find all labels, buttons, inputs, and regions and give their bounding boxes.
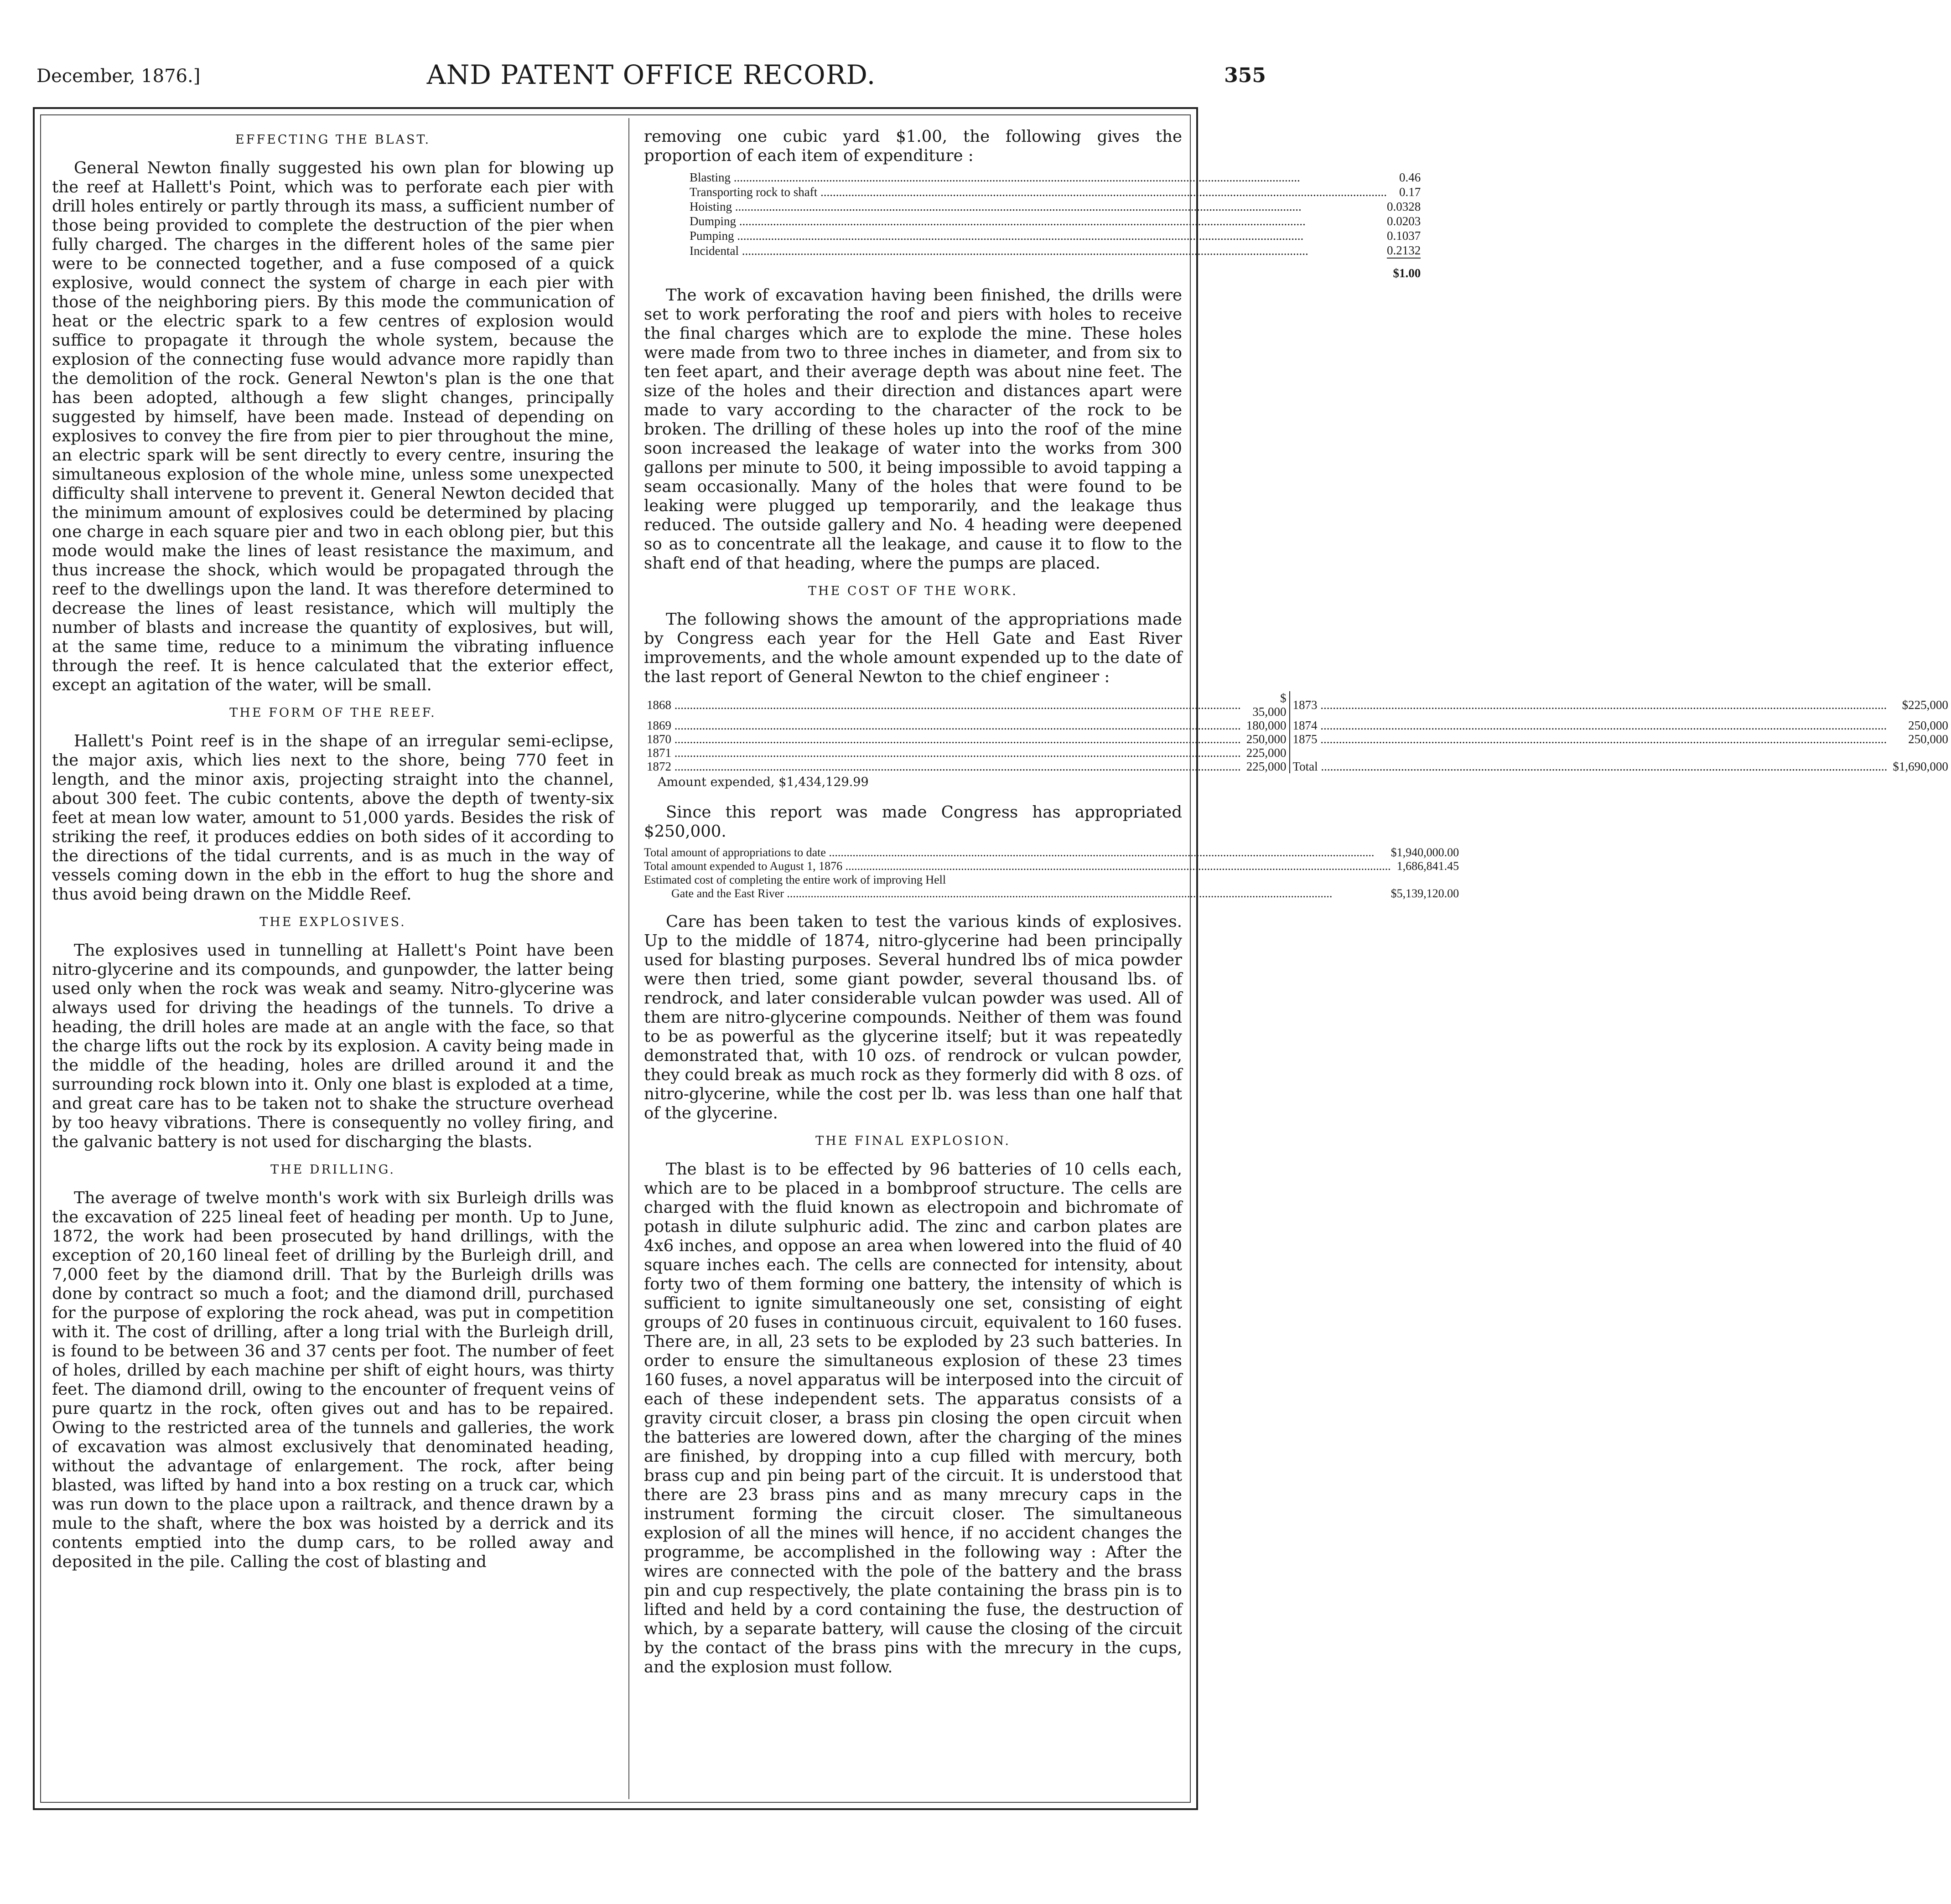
paragraph-final-explosion: The blast is to be effected by 96 batteries of 10 cells each, which are to be placed in a bombproof structure. The cells are charged with the fluid known as electropoin and bichromate of potash in dilute sulphuric adid. The zinc and carbon plates are 4x6 inches, and oppose an area when lowered into the fluid of 40 square inches each. The cells are connected for intensity, about forty two of them forming one battery, the intensity of which is sufficient to ignite simultaneously one set, consisting of eight groups of 20 fuses in continuous circuit, equivalent to 160 fuses. There are, in all, 23 sets to be exploded by 23 such batteries. In order to ensure the simultaneous explosion of these 23 times 160 fuses, a novel apparatus will be interposed into the circuit of each of these independent sets. The apparatus consists of a gravity circuit closer, a brass pin closing the open circuit when the batteries are lowered down, after the charging of the mines are finished, by dropping into a cup filled with mercury, both brass cup and pin being part of the circuit. It is understood that there are 23 brass pins and as many mrecury caps in the instrument forming the circuit closer. The simultaneous explosion of all the mines will hence, if no accident changes the programme, be accomplished in the following way : After the wires are connected with the pole of the battery and the brass pin and cup respectively, the plate containing the brass pin is to lifted and held by a cord containing the fuse, the destruction of which, by a separate battery, will cause the closing of the circuit by the contact of the brass pins with the mrecury in the cups, and the explosion must follow. <box>644 1160 1182 1676</box>
expenditure-table <box>690 170 1421 280</box>
table-row: Pumping ..... 0.1037 <box>690 228 1421 243</box>
heading-form-of-reef: THE FORM OF THE REEF. <box>229 706 436 720</box>
right-column <box>644 127 1948 1790</box>
left-column <box>52 127 614 1790</box>
paragraph-effecting-blast: General Newton finally suggested his own plan for blowing up the reef at Hallett's Point, which was to perforate each pier with drill holes entirely or partly through its mass, a sufficient number of those being provided to complete the destruction of the pier when fully charged. The charges in the different holes of the same pier were to be connected together, and a fuse composed of a quick explosive, would connect the system of charge in each pier with those of the neighboring piers. By this mode the communication of heat or the electric spark to a few centres of explosion would suffice to propagate it through the whole system, because the explosion of the connecting fuse would advance more rapidly than the demolition of the rock. General Newton's plan is the one that has been adopted, although a few slight changes, principally suggested by himself, have been made. Instead of depending on explosives to convey the fire from pier to pier throughout the mine, an electric spark will be sent directly to every centre, insuring the simultaneous explosion of the whole mine, unless some unexpected difficulty shall intervene to prevent it. General Newton decided that the minimum amount of explosives could be determined by placing one charge in each square pier and two in each oblong pier, but this mode would make the lines of least resistance the maximum, and thus increase the shock, which would be propagated through the reef to the dwellings upon the land. It was therefore determined to decrease the lines of least resistance, which will multiply the number of blasts and increase the quantity of explosives, but will, at the same time, reduce to a minimum the vibrating influence through the reef. It is hence calculated that the exterior effect, except an agitation of the water, will be small. <box>52 159 614 694</box>
table-row: Estimated cost of completing the entire work of improving Hell <box>644 873 946 886</box>
table-row: Dumping ..... 0.0203 <box>690 214 1421 228</box>
paragraph-cost-proportion: removing one cubic yard $1.00, the following gives the proportion of each item of expenditure : <box>644 127 1182 165</box>
paragraph-explosives: The explosives used in tunnelling at Hallett's Point have been nitro-glycerine and its compounds, and gunpowder, the latter being used only when the rock was weak and seamy. Nitro-glycerine was always used for driving the headings of the tunnels. To drive a heading, the drill holes are made at an angle with the face, so that the charge lifts out the rock by its explosion. A cavity being made in the middle of the heading, holes are drilled around it and the surrounding rock blown into it. Only one blast is exploded at a time, and great care has to be taken not to shake the structure overhead by too heavy vibrations. There is consequently no volley firing, and the galvanic battery is not used for discharging the blasts. <box>52 941 614 1151</box>
page-number: 355 <box>1224 64 1266 87</box>
table-row: Total amount of appropriations to date ..... $1,940,000.00 <box>644 846 1459 859</box>
table-row: Transporting rock to shaft ..... 0.17 <box>690 185 1421 199</box>
paragraph-form-of-reef: Hallett's Point reef is in the shape of an irregular semi-eclipse, the major axis, which lies next to the shore, being 770 feet in length, and the minor axis, projecting straight into the channel, about 300 feet. The cubic contents, above the depth of twenty-six feet at mean low water, amount to 51,000 yards. Besides the risk of striking the reef, it produces eddies on both sides of it according to the directions of the tidal currents, and is as much in the way of vessels coming down in the ebb in the effort to hug the shore and thus avoid being drawn on the Middle Reef. <box>52 732 614 904</box>
paragraph-since-report: Since this report was made Congress has appropriated $250,000. <box>644 803 1182 841</box>
summary-table <box>644 846 1459 900</box>
amount-expended: Amount expended, $1,434,129.99 <box>658 775 869 789</box>
table-row: 1868 ..... $ 35,000 1873 ..... $225,000 <box>644 691 1951 719</box>
table-row: 1872 ..... 225,000 Total ..... $1,690,000 <box>644 760 1951 773</box>
page-frame <box>33 107 1948 1810</box>
heading-explosives: THE EXPLOSIVES. <box>259 915 406 929</box>
page-header <box>36 59 1266 100</box>
table-row: Blasting ..... 0.46 <box>690 170 1421 185</box>
heading-cost-of-work: THE COST OF THE WORK. <box>808 584 1018 598</box>
table-row: 1870 ..... 250,000 1875 ..... 250,000 <box>644 732 1951 746</box>
heading-final-explosion: THE FINAL EXPLOSION. <box>815 1134 1011 1148</box>
table-row: Incidental ..... 0.2132 <box>690 243 1421 258</box>
heading-drilling: THE DRILLING. <box>270 1163 395 1177</box>
table-row: Total amount expended to August 1, 1876 ..... 1,686,841.45 <box>644 859 1459 873</box>
table-row: 1871 ..... 225,000 <box>644 746 1951 760</box>
table-row: Gate and the East River ..... $5,139,120.00 <box>644 887 1459 900</box>
header-date: December, 1876.] <box>36 66 201 87</box>
heading-effecting-the-blast: EFFECTING THE BLAST. <box>235 133 431 147</box>
paragraph-drilling: The average of twelve month's work with six Burleigh drills was the excavation of 225 lineal feet of heading per month. Up to June, 1872, the work had been prosecuted by hand drillings, with the exception of 20,160 lineal feet of drilling by the Burleigh drill, and 7,000 feet by the diamond drill. That by the Burleigh drills was done by contract so much a foot; and the diamond drill, purchased for the purpose of exploring the rock ahead, was put in competition with it. The cost of drilling, after a long trial with the Burleigh drill, is found to be between 36 and 37 cents per foot. The number of feet of holes, drilled by each machine per shift of eight hours, was thirty feet. The diamond drill, owing to the encounter of frequent veins of pure quartz in the rock, often gives out and has to be repaired. Owing to the restricted area of the tunnels and galleries, the work of excavation was almost exclusively that denominated heading, without the advantage of enlargement. The rock, after being blasted, was lifted by hand into a box resting on a truck car, which was run down to the place upon a railtrack, and thence drawn by a mule to the shaft, where the box was hoisted by a derrick and its contents emptied into the dump cars, to be rolled away and deposited in the pile. Calling the cost of blasting and <box>52 1189 614 1571</box>
column-divider <box>628 118 629 1799</box>
table-row: 1869 ..... 180,000 1874 ..... 250,000 <box>644 719 1951 732</box>
table-row: Hoisting ..... 0.0328 <box>690 199 1421 214</box>
appropriations-table <box>644 691 1951 773</box>
paragraph-drilling-roof: The work of excavation having been finished, the drills were set to work perforating the roof and piers with holes to receive the final charges which are to explode the mine. These holes were made from two to three inches in diameter, and from six to ten feet apart, and their average depth was about nine feet. The size of the holes and their direction and distances apart were made to vary according to the character of the rock to be broken. The drilling of these holes up into the roof of the mine soon increased the leakage of water into the works from 300 gallons per minute to 500, it being impossible to avoid tapping a seam occasionally. Many of the holes that were found to be leaking were plugged up temporarily, and the leakage thus reduced. The outside gallery and No. 4 heading were deepened so as to concentrate all the leakage, and cause it to flow to the shaft end of that heading, where the pumps are placed. <box>644 286 1182 573</box>
table-total-row: $1.00 <box>690 258 1421 280</box>
header-title: AND PATENT OFFICE RECORD. <box>426 59 876 90</box>
paragraph-explosives-tested: Care has been taken to test the various kinds of explosives. Up to the middle of 1874, nitro-glycerine had been principally used for blasting purposes. Several hundred lbs of mica powder were then tried, some giant powder, several thousand lbs. of rendrock, and later considerable vulcan powder was used. All of them are nitro-glycerine compounds. Neither of them was found to be as powerful as the glycerine itself; but it was repeatedly demonstrated that, with 10 ozs. of rendrock or vulcan powder, they could break as much rock as they formerly did with 8 ozs. of nitro-glycerine, while the cost per lb. was less than one half that of the glycerine. <box>644 912 1182 1123</box>
paragraph-appropriations: The following shows the amount of the appropriations made by Congress each year for the Hell Gate and East River improvements, and the whole amount expended up to the date of the last report of General Newton to the chief engineer : <box>644 610 1182 686</box>
